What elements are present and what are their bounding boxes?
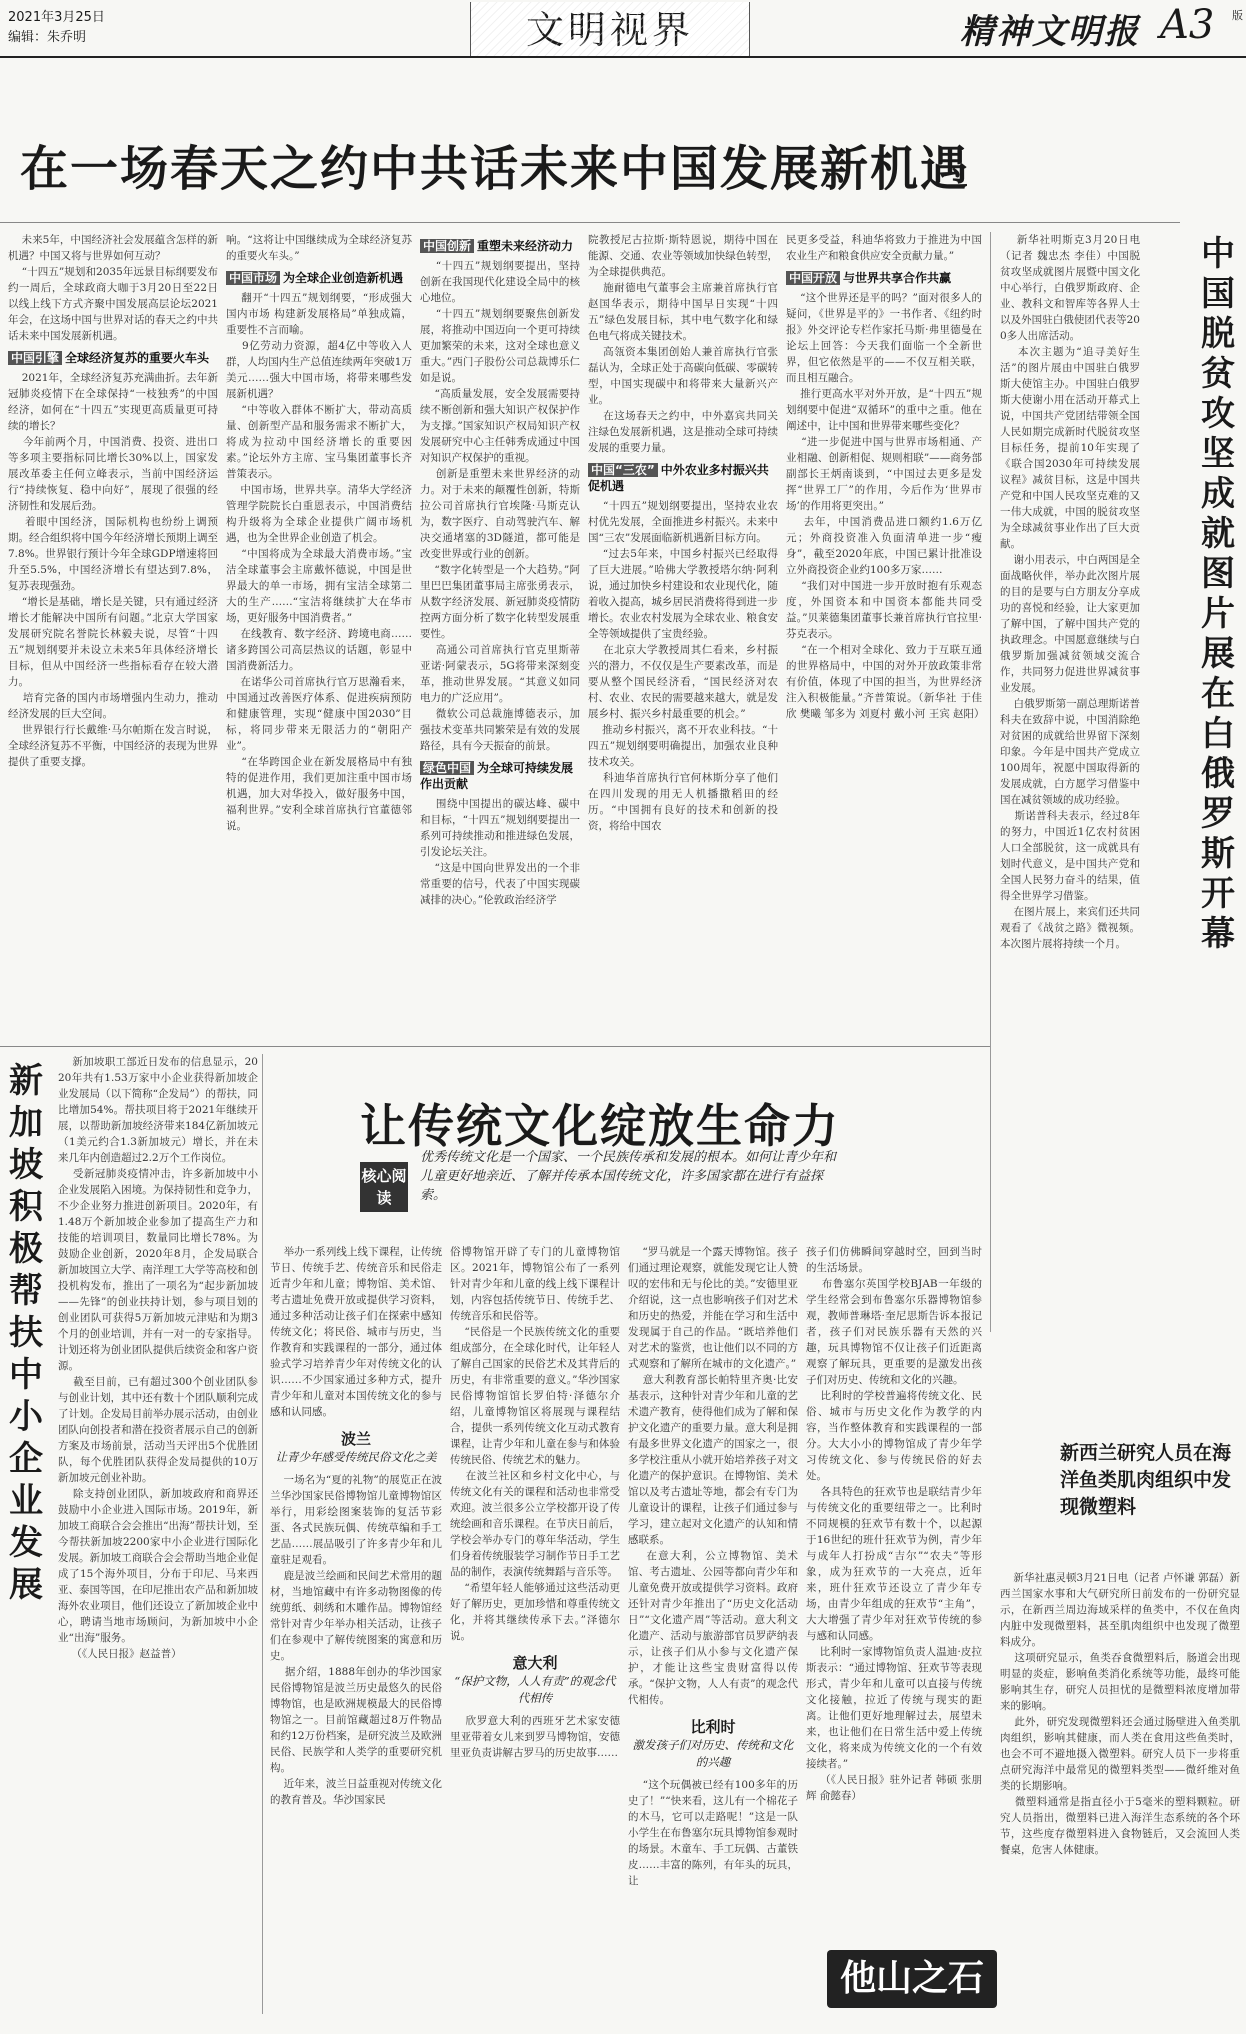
subhead-tag: 中国市场 bbox=[226, 271, 280, 285]
subhead-text: 为全球企业创造新机遇 bbox=[283, 271, 404, 285]
singapore-title: 新加坡积极帮扶中小企业发展 bbox=[9, 1061, 43, 1605]
main-col-4b-text: “十四五”规划纲要提出，坚持农业农村优先发展，全面推进乡村振兴。未来中国“三农”发展面临新机遇新目标方向。 “过去5年来，中国乡村振兴已经取得了巨大进展。”哈佛大学教授塔尔纳·阿利说，通过加快乡村建设和农业现代化，随着收入提高，城乡居民消费将得到进一步增长。农业农村发展为全球农业、粮食安全等领域提供了宝贵经验。 在北京大学教授周其仁看来，乡村振兴的潜力，不仅仅是生产要素改革，而是要从整个国民经济看，“国民经济对农村、农业、农民的需要越来越大，就是发展乡村、振兴乡村最重要的机会。” 推动乡村振兴，离不开农业科技。“十四五”规划纲要明确提出，加强农业良种技术攻关。 科迪华首席执行官何林斯分享了他们在四川发现的用无人机播撒稻田的经历。“中国拥有良好的技术和创新的投资，将给中国农 bbox=[588, 500, 778, 832]
page-number: A3 bbox=[1160, 2, 1215, 48]
culture-col-2b-text: 欣罗意大利的西班牙艺术家安德里亚带着女儿来到罗马博物馆，安德里亚负责讲解古罗马的历史故事…… bbox=[450, 1715, 620, 1759]
singapore-body bbox=[58, 1054, 258, 2014]
subhead-tag: 中国创新 bbox=[420, 239, 474, 253]
subhead-text: 重塑未来经济动力 bbox=[477, 239, 574, 253]
main-col-5-text: 民更多受益，科迪华将致力于推进为中国农业生产和粮食供应安全贡献力量。” bbox=[786, 234, 982, 262]
main-col-1b-text: 2021年，全球经济复苏充满曲折。去年新冠肺炎疫情下在全球保持“一枝独秀”的中国经济，如何在“十四五”实现更高质量更可持续的增长？ 今年前两个月，中国消费、投资、进出口等多项主要指标同比增长30%以上，国家发展改革委主任何立峰表示，当前中国经济运行“持续恢复、稳中向好”，展现了很强的经济韧性和发展后劲。 着眼中国经济，国际机构也纷纷上调预期。经合组织将中国今年经济增长预期上调至7.8%。世界银行预计今年全球GDP增速将回升至5.5%，中国经济增长有望达到7.8%，复苏表现强劲。 “增长是基础，增长是关键，只有通过经济增长才能解决中国所有问题。”北京大学国家发展研究院名誉院长林毅夫说，尽管“十四五”规划纲要并未设立未来5年具体经济增长目标，但从中国经济一些指标看存在较大潜力。 培育完备的国内市场增强内生动力，推动经济发展的巨大空间。 世界银行行长戴维·马尔帕斯在发言时说，全球经济复苏不平衡，中国经济的表现为世界提供了重要支撑。 bbox=[8, 372, 218, 768]
column-divider bbox=[262, 1054, 263, 2014]
subhead-tag: 中国开放 bbox=[786, 271, 840, 285]
subhead-text: 与世界共享合作共赢 bbox=[843, 271, 952, 285]
culture-col-3-text: “罗马就是一个露天博物馆。孩子们通过理论观察，就能发现它让人赞叹的宏伟和无与伦比的美。”安德里亚介绍说，这一点也影响孩子们对艺术和历史的热爱，并能在学习和生活中发现属于自己的作品。“既培养他们对艺术的鉴赏，也让他们以不同的方式观察和了解所在城市的文化遗产。” 意大利教育部长帕特里齐奥·比安基表示，这种针对青少年和儿童的艺术遗产教育，使得他们成为了解和保护文化遗产的重要力量。意大利是拥有最多世界文化遗产的国家之一，很多学校注重从小就开始培养孩子对文化遗产的保护意识。在博物馆、美术馆以及考古遗址等地，都会有专门为儿童设计的课程，让孩子们通过参与学习，建立起对文化遗产的认知和情感联系。 在意大利，公立博物馆、美术馆、考古遗址、公园等都向青少年和儿童免费开放或提供学习资料。政府还针对青少年推出了“历史文化活动日”“文化遗产周”等活动。意大利文化遗产、活动与旅游部官员罗萨纳表示，让孩子们从小参与文化遗产保护，才能让这些宝贵财富得以传承。“保护文物，人人有责”的观念代代相传。 bbox=[628, 1246, 798, 1706]
main-col-3-text: “十四五”规划纲要提出，坚持创新在我国现代化建设全局中的核心地位。 “十四五”规划纲要聚焦创新发展，将推动中国迈向一个更可持续更加繁荣的未来，这对全球也意义重大。”西门子股份公司总裁博乐仁如是说。 “高质量发展，安全发展需要持续不断创新和强大知识产权保护作为支撑。”国家知识产权局知识产权发展研究中心主任韩秀成通过中国对知识产权保护的重视。 创新是重塑未来世界经济的动力。对于未来的颠覆性创新，特斯拉公司首席执行官埃隆·马斯克认为，数字医疗、自动驾驶汽车、解决交通堵塞的3D隧道，都可能是改变世界或行业的创新。 “数字化转型是一个大趋势。”阿里巴巴集团董事局主席张勇表示，从数字经济发展、新冠肺炎疫情防控两方面分析了数字化转型发展重要性。 高通公司首席执行官克里斯蒂亚诺·阿蒙表示，5G将带来深刻变革，推动世界发展。“其意义如同电力的广泛应用”。 微软公司总裁施博德表示，加强技术变革共同繁荣是有效的发展路径，具有今天振奋的前景。 bbox=[420, 260, 580, 752]
subhead-tag: 中国引擎 bbox=[8, 351, 62, 365]
lower-rule bbox=[0, 1046, 990, 1047]
main-col-1 bbox=[8, 232, 218, 1042]
subhead-tag: 绿色中国 bbox=[420, 761, 474, 775]
culture-col-3b-text: “这个玩偶被已经有100多年的历史了！”“快来看，这儿有一个棉花子的木马，它可以走路呢！”这是一队小学生在布鲁塞尔玩具博物馆参观时的场景。木童车、手工玩偶、古董铁皮……丰富的陈列，有年头的玩具，让 bbox=[628, 1779, 798, 1887]
subhead-text: 中外农业多村振兴共促机遇 bbox=[588, 463, 769, 493]
singapore-text: 新加坡职工部近日发布的信息显示，2020年共有1.53万家中小企业获得新加坡企业发展局（以下简称“企发局”）的帮扶，同比增加54%。帮扶项目将于2021年继续开展，以帮助新加坡经济带来184亿新加坡元（1美元约合1.3新加坡元）增长，并在未来几年内创造超过2.2万个工作岗位。 受新冠肺炎疫情冲击，许多新加坡中小企业发展陷入困境。为保持韧性和竞争力，不少企业努力推进创新项目。2020年，有1.48万个新加坡企业参加了提高生产力和技能的培训项目，数量同比增长78%。为鼓励企业创新，2020年8月，企发局联合新加坡国立大学、南洋理工大学等高校和创投机构发布，推出了一项名为“起步新加坡——先锋”的创业扶持计划，参与项目划的创业团队可获得5万新加坡元津贴和为期3个月的创业培训，并有一对一的专家指导。计划还将为创业团队提供后续资金和客户资源。 截至目前，已有超过300个创业团队参与创业计划，其中还有数十个团队顺利完成了计划。企发局目前举办展示活动，由创业团队向创投者和潜在投资者展示自己的创新方案及市场前景，活动当天评出5个优胜团队，每个优胜团队获得企发局提供的10万新加坡元创业补助。 除支持创业团队，新加坡政府和商界还鼓励中小企业进入国际市场。2019年，新加坡工商联合会会推出“出海”帮扶计划，至今帮扶新加坡2200家中小企业进行国际化发展。新加坡工商联合会会帮助当地企业促成了15个海外项目，分布于印尼、马来西亚、泰国等国，在印尼推出农产品和新加坡海外农业项目，他们还设立了新加坡企业中心，聘请当地市场顾问，为新加坡中小企业“出海”服务。 （《人民日报》赵益普） bbox=[58, 1056, 258, 1660]
page-suffix: 版 bbox=[1232, 9, 1243, 22]
culture-lead: 优秀传统文化是一个国家、一个民族传承和发展的根本。如何让青少年和儿童更好地亲近、了解并传承本国传统文化，许多国家都在进行有益探索。 bbox=[420, 1150, 837, 1203]
culture-col-2-text: 俗博物馆开辟了专门的儿童博物馆区。2021年，博物馆公布了一系列针对青少年和儿童的线上线下课程计划，内容包括传统节日、传统手艺、传统音乐和民俗等。 “民俗是一个民族传统文化的重要组成部分，在全球化时代，让年轻人了解自己国家的民俗艺术及其背后的历史，有非常重要的意义。”华沙国家民俗博物馆馆长罗伯特·泽德尔介绍，儿童博物馆区将展现与课程结合，提供一系列传统文化互动式教育课程，让青少年和儿童在参与和体验传统民俗、传统艺术的魅力。 在波兰社区和乡村文化中心，与传统文化有关的课程和活动也非常受欢迎。波兰很多公立学校都开设了传统绘画和音乐课程。在节庆日前后，学校会举办专门的尊年华活动，学生们身着传统服装学习制作节日手工艺品的制作，表演传统舞蹈与音乐等。 “希望年轻人能够通过这些活动更好了解历史，更加珍惜和尊重传统文化，并将其继续传承下去。”泽德尔说。 bbox=[450, 1246, 620, 1642]
subhead-tag: 中国“三农” bbox=[588, 463, 658, 477]
main-col-1-text: 未来5年，中国经济社会发展蕴含怎样的新机遇？中国又将与世界如何互动？ “十四五”规划和2035年远景目标纲要发布约一周后，全球政商大咖于3月20日至22日以线上线下方式齐聚中国发展高层论坛2021年会，在这场中国与世界对话的春天之约中共话未来中国发展新机遇。 bbox=[8, 234, 218, 342]
country-deck: 激发孩子们对历史、传统和文化的兴趣 bbox=[632, 1738, 794, 1769]
culture-col-3 bbox=[628, 1244, 798, 2014]
column-divider bbox=[990, 232, 991, 1332]
main-col-3b-text: 围绕中国提出的碳达峰、碳中和目标，“十四五”规划纲要提出一系列可持续推动和推进绿色发展，引发论坛关注。 “这是中国向世界发出的一个非常重要的信号，代表了中国实现碳减排的决心。”伦敦政治经济学 bbox=[420, 798, 580, 906]
culture-col-1 bbox=[270, 1244, 442, 2014]
nz-title: 新西兰研究人员在海洋鱼类肌肉组织中发现微塑料 bbox=[1060, 1442, 1232, 1518]
subhead-text: 为全球可持续发展作出贡献 bbox=[420, 761, 574, 791]
side-news-text: 新华社明斯克3月20日电（记者 魏忠杰 李佳）中国脱贫攻坚成就图片展暨中国文化中心举行，白俄罗斯政府、企业、教科文和智库等各界人士以及外国驻白俄使团代表等200多人出席活动。 本次主题为“追寻美好生活”的图片展由中国驻白俄罗斯大使馆主办。中国驻白俄罗斯大使谢小用在活动开幕式上说，中国共产党团结带领全国人民如期完成新时代脱贫攻坚目标任务，提前10年实现了《联合国2030年可持续发展议程》减贫目标，这是中国共产党和中国人民攻坚克难的又一伟大成就，中国的脱贫攻坚为全球减贫事业作出了巨大贡献。 谢小用表示，中白两国是全面战略伙伴，举办此次图片展的目的是要与白方朋友分享成功的喜悦和经验，让大家更加了解中国，了解中国共产党的执政理念。中国愿意继续与白俄罗斯加强减贫领域交流合作，共同努力促进世界减贫事业发展。 白俄罗斯第一副总理斯诺普科夫在致辞中说，中国消除绝对贫困的成就给世界留下深刻印象。今年是中国共产党成立100周年，祝愿中国取得新的发展成就，白方愿学习借鉴中国在减贫领域的成功经验。 斯诺普科夫表示，经过8年的努力，中国近1亿农村贫困人口全部脱贫，这一成就具有划时代意义，是中国共产党和全国人民努力奋斗的结果，值得全世界学习借鉴。 在图片展上，来宾们还共同观看了《战贫之路》微视频。本次图片展将持续一个月。 bbox=[1000, 234, 1141, 950]
main-col-4-text: 院教授尼古拉斯·斯特恩说，期待中国在能源、交通、农业等领域加快绿色转型，为全球提供典范。 施耐德电气董事会主席兼首席执行官赵国华表示，期待中国早日实现“十四五”绿色发展目标，其中电气数字化和绿色电气将成关键技术。 高瓴资本集团创始人兼首席执行官张磊认为，全球正处于高碳向低碳、零碳转型，中国实现碳中和将带来大量新兴产业。 在这场春天之约中，中外嘉宾共同关注绿色发展新机遇，这是推动全球可持续发展的重要力量。 bbox=[588, 234, 778, 454]
main-subhead-2 bbox=[226, 270, 412, 286]
main-subhead-6 bbox=[786, 270, 982, 286]
culture-col-2 bbox=[450, 1244, 620, 2014]
country-byline: 波兰 bbox=[340, 1430, 371, 1448]
column-logo: 他山之石 bbox=[827, 1950, 997, 2008]
main-subhead-4 bbox=[420, 760, 580, 792]
headline-rule bbox=[0, 222, 1180, 223]
main-subhead-3 bbox=[420, 238, 580, 254]
main-subhead-5 bbox=[588, 462, 778, 494]
country-byline: 意大利 bbox=[512, 1654, 558, 1672]
main-col-5 bbox=[786, 232, 985, 1042]
main-col-3 bbox=[420, 232, 580, 1042]
main-col-5b-text: “这个世界还是平的吗？”面对很多人的疑问，《世界是平的》一书作者、《纽约时报》外交评论专栏作家托马斯·弗里德曼在论坛上回答：今天我们面临一个全新世界，但它依然是平的——不仅互相关联，而且相互融合。 推行更高水平对外开放，是“十四五”规划纲要中促进“双循环”的重中之重。他在阐述中，让中国和世界带来哪些变化？ “进一步促进中国与世界市场相通、产业相融、创新相促、规则相联”——商务部副部长王炳南谈到，“中国过去更多是发挥“世界工厂”的作用，今后作为‘世界市场’的作用将更突出。” 去年，中国消费品进口额约1.6万亿元；外商投资准入负面清单进一步“瘦身”，截至2020年底，中国已累计批准设立外商投资企业约100多万家…… “我们对中国进一步开放时抱有乐观态度，外国资本和中国资本都能共同受益。”贝莱德集团董事长兼首席执行官拉里·芬克表示。 “在一个相对全球化、致力于互联互通的世界格局中，中国的对外开放政策非常有价值，体现了中国的担当，为世界经济注入积极能量。”齐普策说。（新华社 于佳欣 樊曦 邹多为 刘夏村 戴小河 王宾 赵阳） bbox=[786, 292, 985, 720]
nz-body bbox=[1000, 1570, 1240, 2020]
culture-col-4-text: 孩子们仿佛瞬间穿越时空，回到当时的生活场景。 布鲁塞尔英国学校BJAB一年级的学生经常会到布鲁塞尔乐器博物馆参观，教师普琳塔·奎尼思斯告诉本报记者，孩子们对民族乐器有天然的兴趣，玩具博物馆不仅让孩子们近距离观察了解玩具，更重要的是激发出孩子们对历史、传统和文化的兴趣。 比利时的学校普遍将传统文化、民俗、城市与历史文化作为教学的内容，当作整体教育和实践课程的一部分。大大小小的博物馆成了青少年学习传统文化、参与传统民俗的好去处。 各具特色的狂欢节也是联结青少年与传统文化的重要纽带之一。比利时不同规模的狂欢节有数十个，以起源于16世纪的班什狂欢节为例，青少年与成年人打扮成“吉尔”“农夫”等形象，成为狂欢节的一大亮点，近年来，班什狂欢节还设立了青少年专场，由青少年组成的狂欢节“主角”，大大增强了青少年对狂欢节传统的参与感和认同感。 比利时一家博物馆负责人温迪·皮拉斯表示：“通过博物馆、狂欢节等表现形式，青少年和儿童可以直接与传统文化接触，拉近了传统与现实的距离。让他们更好地理解过去，展望未来，也让他们在日常生活中爱上传统文化，将来成为传统文化的一个有效接续者。” （《人民日报》驻外记者 韩硕 张朋辉 俞懿春） bbox=[806, 1246, 982, 1802]
core-reading-badge: 核心阅读 bbox=[360, 1162, 408, 1212]
header-rule bbox=[0, 56, 1246, 58]
main-subhead-1 bbox=[8, 350, 218, 366]
main-col-4 bbox=[588, 232, 778, 1042]
masthead: 精神文明报 bbox=[960, 12, 1140, 52]
country-deck: 让青少年感受传统民俗文化之美 bbox=[275, 1450, 437, 1464]
main-col-2 bbox=[226, 232, 412, 1042]
main-col-2-text: 翻开“十四五”规划纲要，“形成强大国内市场 构建新发展格局”单独成篇，重要性不言而喻。 9亿劳动力资源，超4亿中等收入人群，人均国内生产总值连续两年突破1万美元……强大中国市场，将带来哪些发展新机遇？ “中等收入群体不断扩大，带动高质量、创新型产品和服务需求不断扩大，将成为拉动中国经济增长的重要因素。”论坛外方主席、宝马集团董事长齐普策表示。 中国市场，世界共享。清华大学经济管理学院院长白重恩表示，中国消费结构升级将为全球企业提供广阔市场机遇，也为全世界企业创造了机会。 “中国将成为全球最大消费市场。”宝洁全球董事会主席戴怀德说，中国是世界最大的单一市场，拥有宝洁全球第二大的生产……“宝洁将继续扩大在华市场，更好服务中国消费者。” 在线教育、数字经济、跨境电商……诸多跨国公司高层热议的话题，彰显中国消费新活力。 在诺华公司首席执行官万思瀚看来，中国通过改善医疗体系、促进疾病预防和健康管理，实现“健康中国2030”目标，将同步带来无限活力的“朝阳产业”。 “在华跨国企业在新发展格局中有独特的促进作用，我们更加注重中国市场机遇，加大对华投入，做好服务中国，福利世界。”安利全球首席执行官董德邻说。 bbox=[226, 292, 412, 832]
nz-text: 新华社惠灵顿3月21日电（记者 卢怀谦 郭磊）新西兰国家水事和大气研究所日前发布的一份研究显示，在新西兰周边海域采样的鱼类中，不仅在鱼肉内脏中发现微塑料，甚至肌肉组织中也发现了微塑料成分。 这项研究显示，鱼类吞食微塑料后，肠道会出现明显的炎症，影响鱼类消化系统等功能，最终可能影响其生存，研究人员担忧的是微塑料浓度增加带来的影响。 此外，研究发现微塑料还会通过肠壁进入鱼类肌肉组织，影响其健康，而人类在食用这些鱼类时，也会不可不避地摄入微塑料。研究人员下一步将重点研究海洋中最常见的微塑料类型——微纤维对鱼类的长期影响。 微塑料通常是指直径小于5毫米的塑料颗粒。研究人员指出，微塑料已进入海洋生态系统的各个环节，这些度存微塑料进入食物链后，又会流回人类餐桌，危害人体健康。 bbox=[1000, 1572, 1240, 1856]
country-byline: 比利时 bbox=[690, 1718, 736, 1736]
subhead-text: 全球经济复苏的重要火车头 bbox=[65, 351, 210, 365]
section-title: 文明视界 bbox=[470, 2, 750, 58]
culture-col-1-text: 举办一系列线上线下课程，让传统节日、传统手艺、传统音乐和民俗走近青少年和儿童；博物馆、美术馆、考古遗址免费开放或提供学习资料，通过多种活动让孩子们在探索中感知传统文化；将民俗、城市与历史，当作教育和实践课程的一部分，通过体验式学习培养青少年对传统文化的认识……不少国家通过多种方式，提升青少年和儿童对本国传统文化的参与感和认同感。 bbox=[270, 1246, 442, 1418]
culture-col-1b-text: 一场名为“夏的礼物”的展览正在波兰华沙国家民俗博物馆儿童博物馆区举行，用彩绘图案装饰的复活节彩蛋、各式民族玩偶、传统草编和手工艺品……展品吸引了许多青少年和儿童驻足观看。 鹿是波兰绘画和民间艺术常用的题材，当地馆藏中有许多动物图像的传统剪纸、刺绣和木雕作品。博物馆经常针对青少年举办相关活动，让孩子们在参观中了解传统图案的寓意和历史。 据介绍，1888年创办的华沙国家民俗博物馆是波兰历史最悠久的民俗博物馆，也是欧洲规模最大的民俗博物馆之一。目前馆藏超过8万件物品和约12万份档案，是研究波兰及欧洲民俗、民族学和人类学的重要研究机构。 近年来，波兰日益重视对传统文化的教育普及。华沙国家民 bbox=[270, 1474, 442, 1806]
side-news-title: 中国脱贫攻坚成就图片展在白俄罗斯开幕 bbox=[1201, 234, 1235, 954]
country-deck: “保护文物，人人有责”的观念代代相传 bbox=[454, 1674, 616, 1705]
editor-credit: 编辑：朱乔明 bbox=[8, 30, 87, 45]
main-col-2a-text: 响。“这将让中国继续成为全球经济复苏的重要火车头。” bbox=[226, 234, 412, 262]
culture-col-4 bbox=[806, 1244, 982, 1944]
main-headline: 在一场春天之约中共话未来中国发展新机遇 bbox=[20, 141, 971, 197]
culture-headline: 让传统文化绽放生命力 bbox=[360, 1099, 840, 1153]
side-news-body bbox=[1000, 232, 1140, 1312]
issue-date: 2021年3月25日 bbox=[8, 10, 105, 25]
